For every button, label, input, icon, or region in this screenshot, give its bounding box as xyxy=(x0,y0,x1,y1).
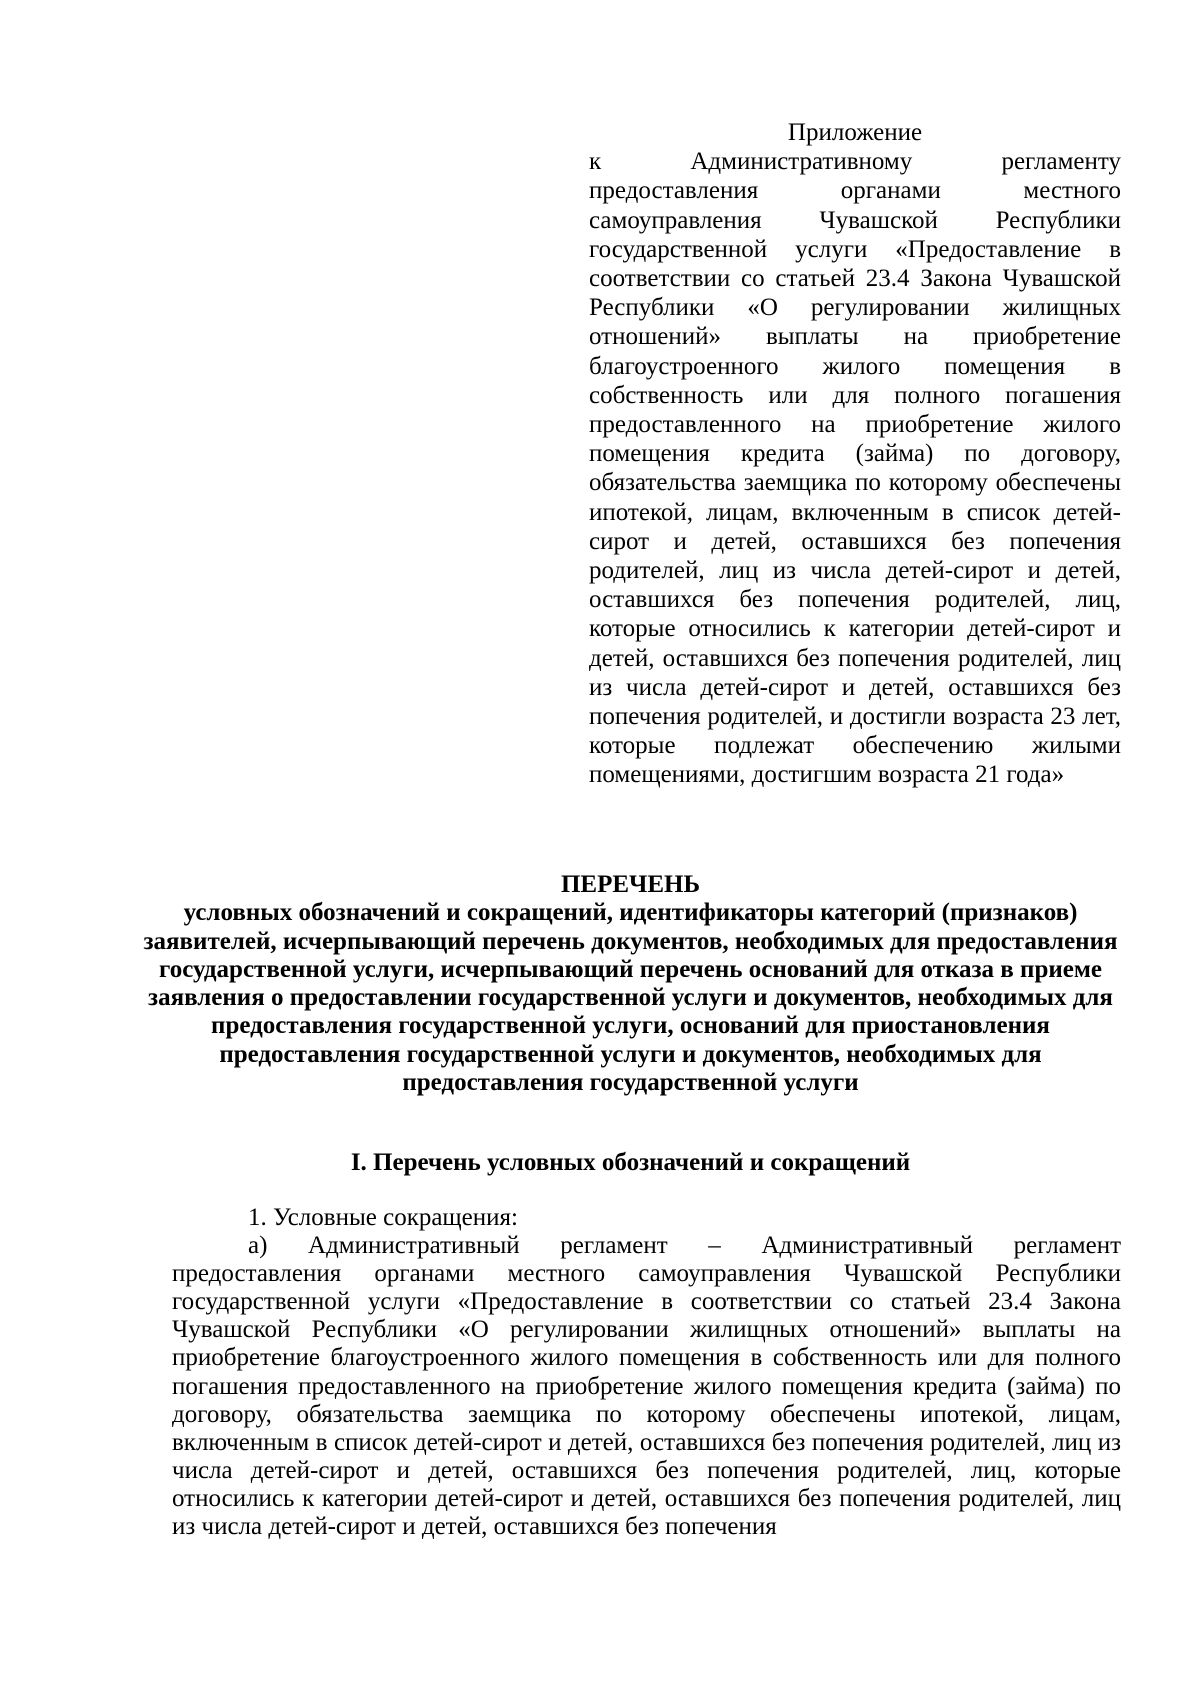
section-body xyxy=(172,1204,1121,1541)
section-heading: I. Перечень условных обозначений и сокращений xyxy=(350,1149,911,1176)
paragraph-item-a: а) Административный регламент – Административный регламент предоставления органами местного самоуправления Чувашской Республики государственной услуги «Предоставление в соответствии со статьей 23.4 Закона Чувашской Республики «О регулировании жилищных отношений» выплаты на приобретение благоустроенного жилого помещения в собственность или для полного погашения предоставленного на приобретение жилого помещения кредита (займа) по договору, обязательства заемщика по которому обеспечены ипотекой, лицам, включенным в список детей-сирот и детей, оставшихся без попечения родителей, лиц из числа детей-сирот и детей, оставшихся без попечения родителей, лиц, которые относились к категории детей-сирот и детей, оставшихся без попечения родителей, лиц из числа детей-сирот и детей, оставшихся без попечения xyxy=(172,1232,1121,1541)
annex-block xyxy=(589,118,1121,790)
document-title-block xyxy=(140,871,1121,1097)
document-subtitle: условных обозначений и сокращений, идентификаторы категорий (признаков) заявителей, исчерпывающий перечень документов, необходимых для предоставления государственной услуги, исчерпывающий перечень оснований для отказа в приеме заявления о предоставлении государственной услуги и документов, необходимых для предоставления государственной услуги, оснований для приостановления предоставления государственной услуги и документов, необходимых для предоставления государственной услуги xyxy=(143,899,1118,1097)
annex-heading: Приложение xyxy=(787,119,923,146)
paragraph-item-1: 1. Условные сокращения: xyxy=(248,1204,518,1231)
annex-text: к Административному регламенту предоставления органами местного самоуправления Чувашской Республики государственной услуги «Предоставление в соответствии со статьей 23.4 Закона Чувашской Республики «О регулировании жилищных отношений» выплаты на приобретение благоустроенного жилого помещения в собственность или для полного погашения предоставленного на приобретение жилого помещения кредита (займа) по договору, обязательства заемщика по которому обеспечены ипотекой, лицам, включенным в список детей-сирот и детей, оставшихся без попечения родителей, лиц из числа детей-сирот и детей, оставшихся без попечения родителей, лиц, которые относились к категории детей-сирот и детей, оставшихся без попечения родителей, лиц из числа детей-сирот и детей, оставшихся без попечения родителей, и достигли возраста 23 лет, которые подлежат обеспечению жилыми помещениями, достигшим возраста 21 года» xyxy=(589,148,1121,789)
document-title: ПЕРЕЧЕНЬ xyxy=(560,871,701,898)
